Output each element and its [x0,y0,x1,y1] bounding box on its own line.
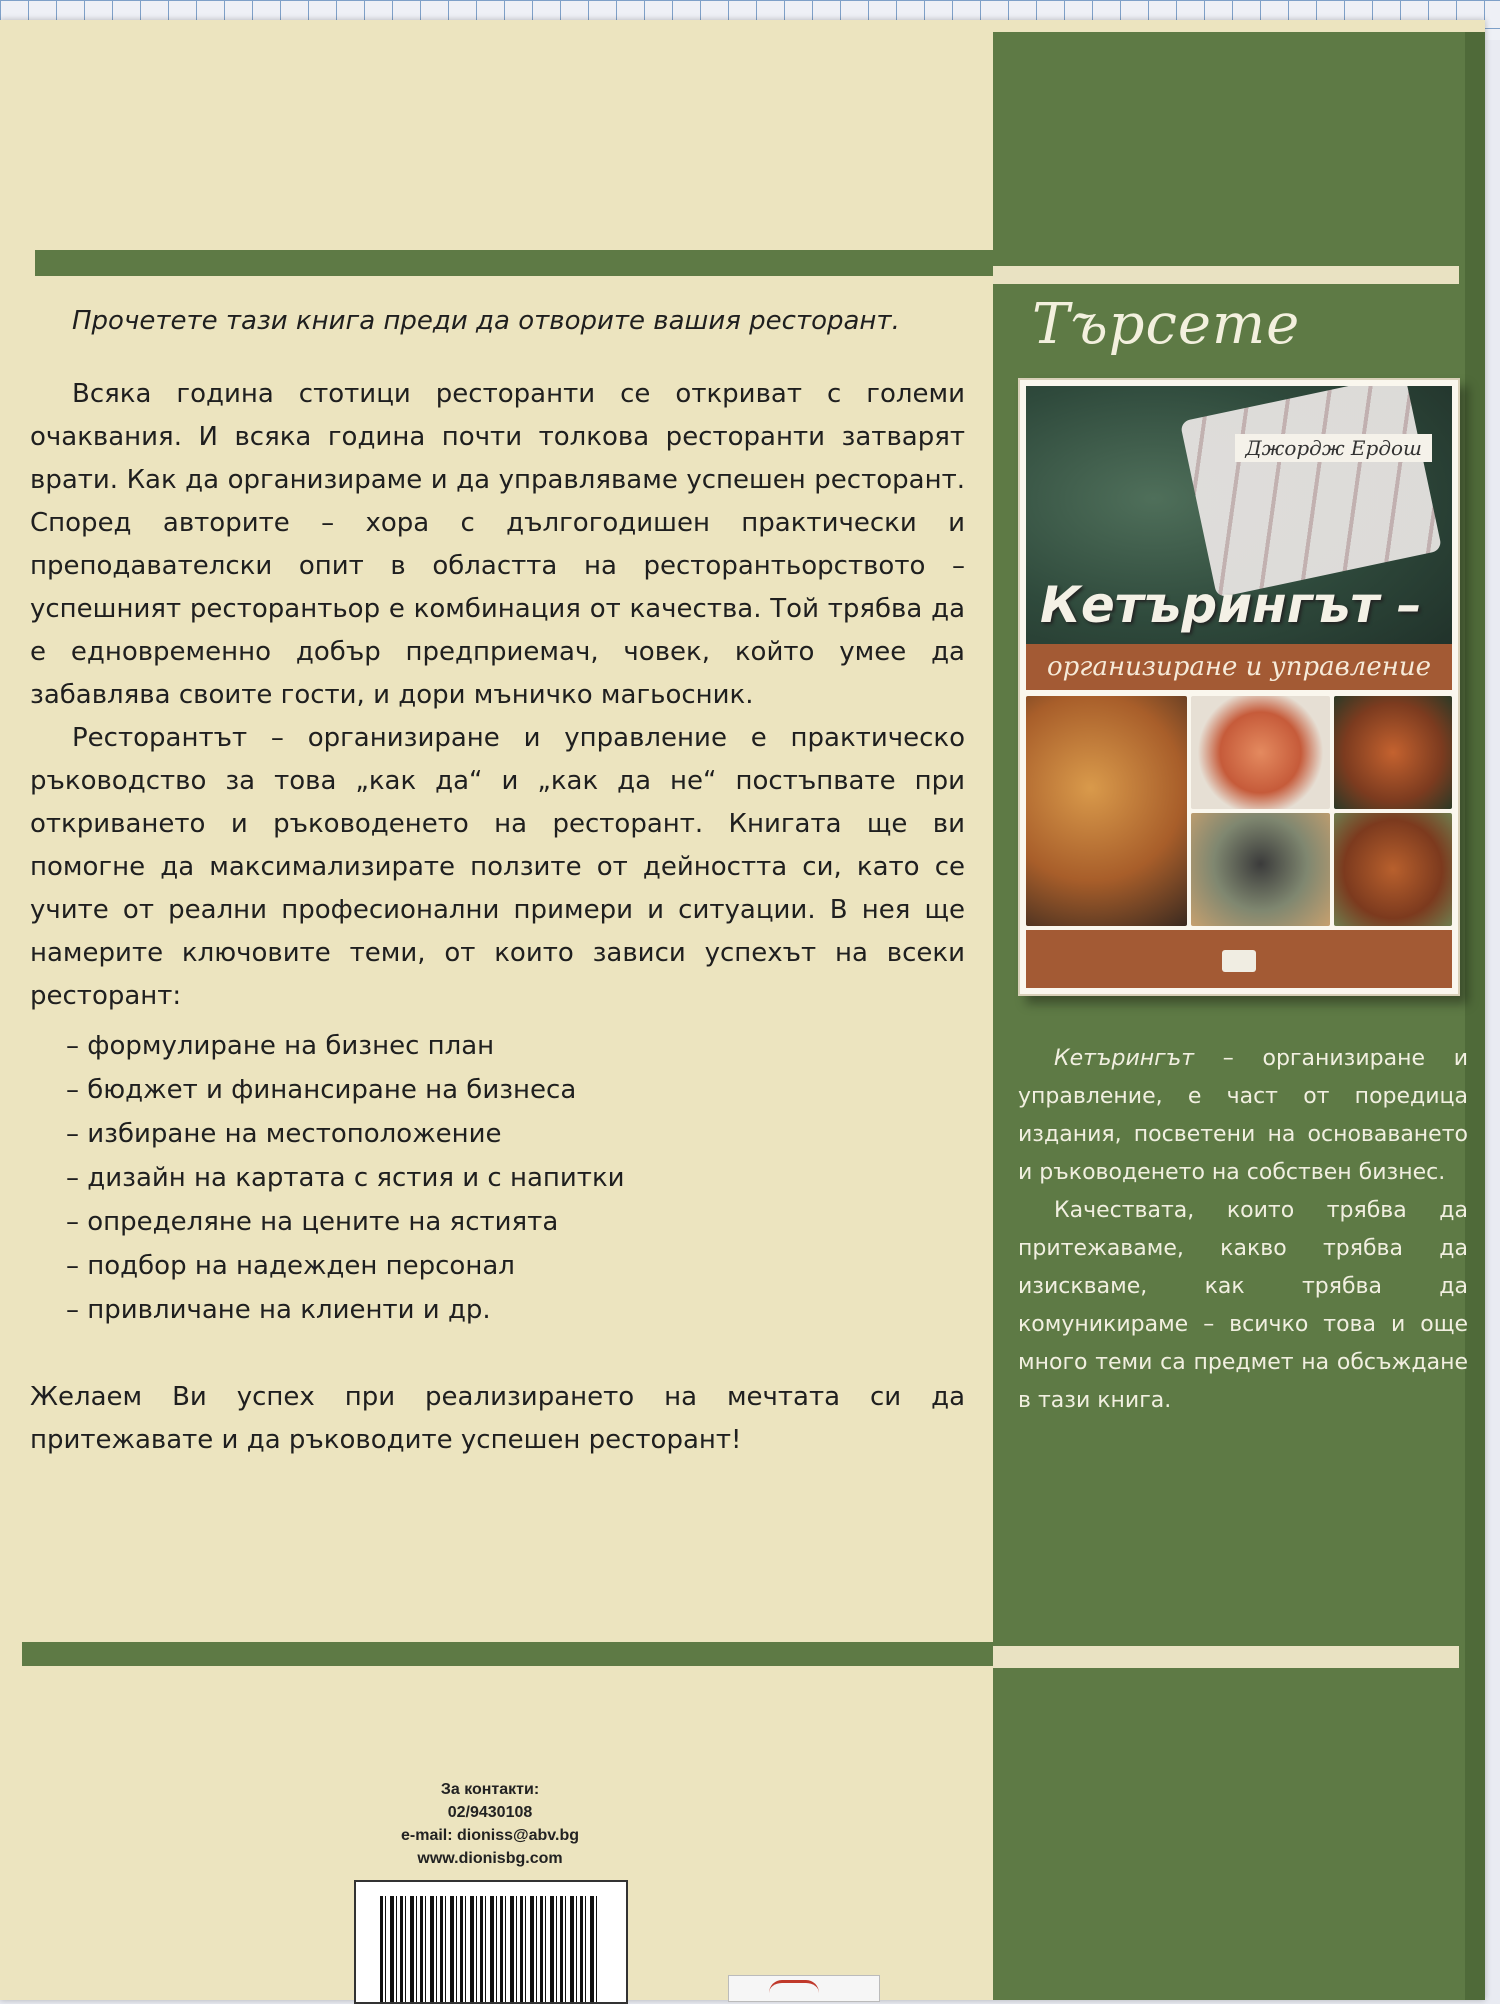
bottom-divider-green [22,1642,993,1666]
food-photo-pastries [1026,696,1187,926]
paragraph-2: Ресторантът – организиране и управление е практическо ръководство за това „как да“ и „как да не“ постъпвате при откриването и ръководенето на ресторант. Книгата ще ви помогне да максимализирате ползите от дейността си, като се учите от реални професионални примери и ситуации. В нея ще намерите ключовите теми, от които зависи успехът на всеки ресторант: [30,723,965,1011]
contacts-label: За контакти: [440,1781,540,1798]
list-item: – дизайн на картата с ястия и с напитки [66,1163,625,1193]
barcode-icon [380,1896,600,2002]
napkin-illustration [1180,386,1442,598]
list-item: – формулиране на бизнес план [66,1031,495,1061]
description-text [30,300,965,1462]
book-author: Джордж Ердош [1235,434,1432,462]
sticker-logo-icon [769,1980,819,1993]
closing-text: Желаем Ви успех при реализирането на мечтата си да притежавате и да ръководите успешен ресторант! [30,1382,965,1455]
list-item: – привличане на клиенти и др. [66,1295,491,1325]
book-bottom-band [1026,930,1452,988]
advertised-book-cover [1018,378,1460,996]
topics-list [30,1024,965,1332]
list-item: – избиране на местоположение [66,1119,502,1149]
book-spine [1465,32,1485,2000]
contacts-email: e-mail: dioniss@abv.bg [401,1827,579,1844]
contacts-block [350,1778,630,1870]
price-sticker [728,1975,880,2002]
publisher-logo [1222,950,1256,972]
top-divider-cream [993,266,1459,284]
food-photo-grid [1026,696,1452,926]
list-item: – бюджет и финансиране на бизнеса [66,1075,577,1105]
paragraph-1: Всяка година стотици ресторанти се откриват с големи очаквания. И всяка година почти толкова ресторанти затварят врати. Как да организираме и да управляваме успешен ресторант. Според авторите – хора с дългогодишен практически и преподавателски опит в областта на ресторантьорството – успешният ресторантьор е комбинация от качества. Той трябва да е едновременно добър предприемач, човек, който умее да забавлява своите гости, и дори мъничко магьосник. [30,379,965,710]
search-heading: Търсете [1032,292,1301,357]
book-name-emphasis: Кетърингът [1054,1046,1195,1071]
food-photo-olives [1191,813,1330,926]
top-divider-green [35,250,993,276]
book-title: Кетърингът – [1040,576,1422,634]
book-description-text: – организиране и управление, е част от поредица издания, посветени на основаването и ръководенето на собствен бизнес. [1018,1046,1468,1185]
book-cover-photo [1026,386,1452,668]
contacts-phone: 02/9430108 [447,1804,533,1821]
contacts-website: www.dionisbg.com [417,1850,563,1867]
book-description-2: Качествата, които трябва да притежаваме, какво трябва да изискваме, как трябва да комуникираме – всичко това и още много теми са предмет на обсъждане в тази книга. [1018,1198,1468,1413]
list-item: – подбор на надежден персонал [66,1251,515,1281]
list-item: – определяне на цените на ястията [66,1207,559,1237]
food-photo-canapes [1191,696,1330,809]
book-subtitle: организиране и управление [1026,644,1452,690]
book-description [1018,1040,1468,1420]
food-photo-shrimp [1334,696,1452,809]
isbn-barcode [354,1880,628,2004]
intro-text: Прочетете тази книга преди да отворите вашия ресторант. [72,306,900,336]
bottom-divider-cream [993,1646,1459,1668]
food-photo-meat [1334,813,1452,926]
